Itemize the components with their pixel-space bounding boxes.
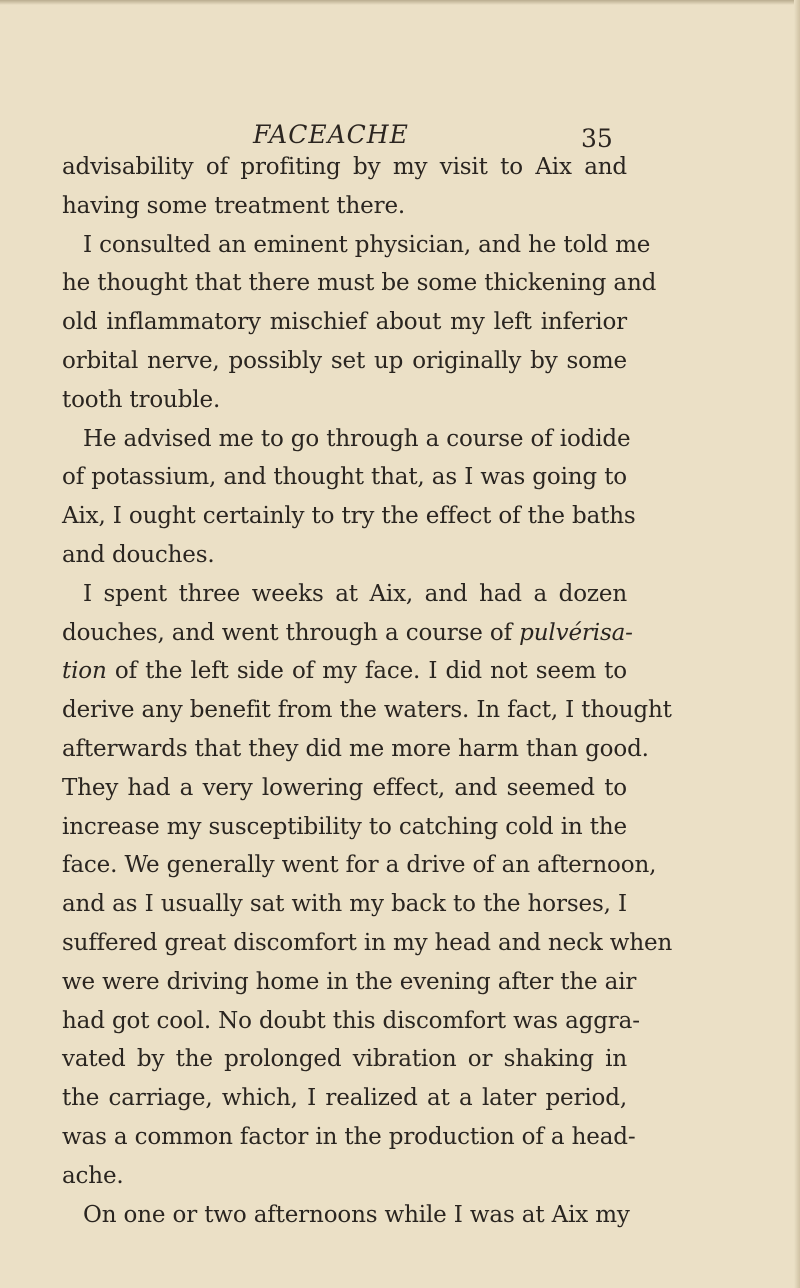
text-line: On one or two afternoons while I was at Aix my [83, 1201, 630, 1228]
page-top-edge [0, 0, 800, 5]
text-line: I spent three weeks at Aix, and had a dozen [83, 580, 627, 607]
text-line: and as I usually sat with my back to the horses, I [62, 891, 627, 918]
text-line: afterwards that they did me more harm than good. [62, 735, 649, 762]
text-line: advisability of profiting by my visit to Aix and [62, 154, 627, 180]
page-number: 35 [581, 124, 613, 153]
text-line: the carriage, which, I realized at a later period, [62, 1085, 627, 1112]
text-line: Aix, I ought certainly to try the effect of the baths [62, 503, 636, 530]
text-segment: of the left side of my face. I did not seem to [114, 658, 627, 685]
italic-word: pulvérisa- [519, 619, 633, 646]
text-line: orbital nerve, possibly set up originally by some [62, 347, 627, 374]
text-line: having some treatment there. [62, 192, 406, 219]
text-line: tooth trouble. [62, 386, 221, 413]
body-text [62, 148, 673, 1234]
text-line: old inflammatory mischief about my left inferior [62, 309, 627, 336]
text-line [62, 652, 627, 691]
text-line: we were driving home in the evening after the air [62, 968, 637, 995]
text-line: and douches. [62, 541, 215, 568]
page-right-edge [794, 0, 800, 1288]
text-line: vated by the prolonged vibration or shaking in [62, 1046, 627, 1073]
text-line: he thought that there must be some thickening and [62, 270, 657, 297]
text-line: They had a very lowering effect, and seemed to [62, 774, 627, 801]
text-line: increase my susceptibility to catching cold in the [62, 813, 627, 840]
text-line: suffered great discomfort in my head and neck when [62, 929, 673, 956]
italic-word: tion [62, 658, 107, 685]
text-line: of potassium, and thought that, as I was going to [62, 464, 627, 491]
text-line: face. We generally went for a drive of an afternoon, [62, 852, 657, 879]
text-line: I consulted an eminent physician, and he told me [83, 231, 651, 258]
text-line: ache. [62, 1162, 124, 1189]
running-title: FACEACHE [253, 120, 409, 149]
text-line: was a common factor in the production of a head- [62, 1123, 636, 1150]
text-line [62, 614, 633, 653]
text-line: derive any benefit from the waters. In fact, I thought [62, 697, 672, 724]
text-line: He advised me to go through a course of iodide [83, 425, 631, 452]
text-line: had got cool. No doubt this discomfort was aggra- [62, 1007, 640, 1034]
text-segment: douches, and went through a course of [62, 619, 512, 646]
